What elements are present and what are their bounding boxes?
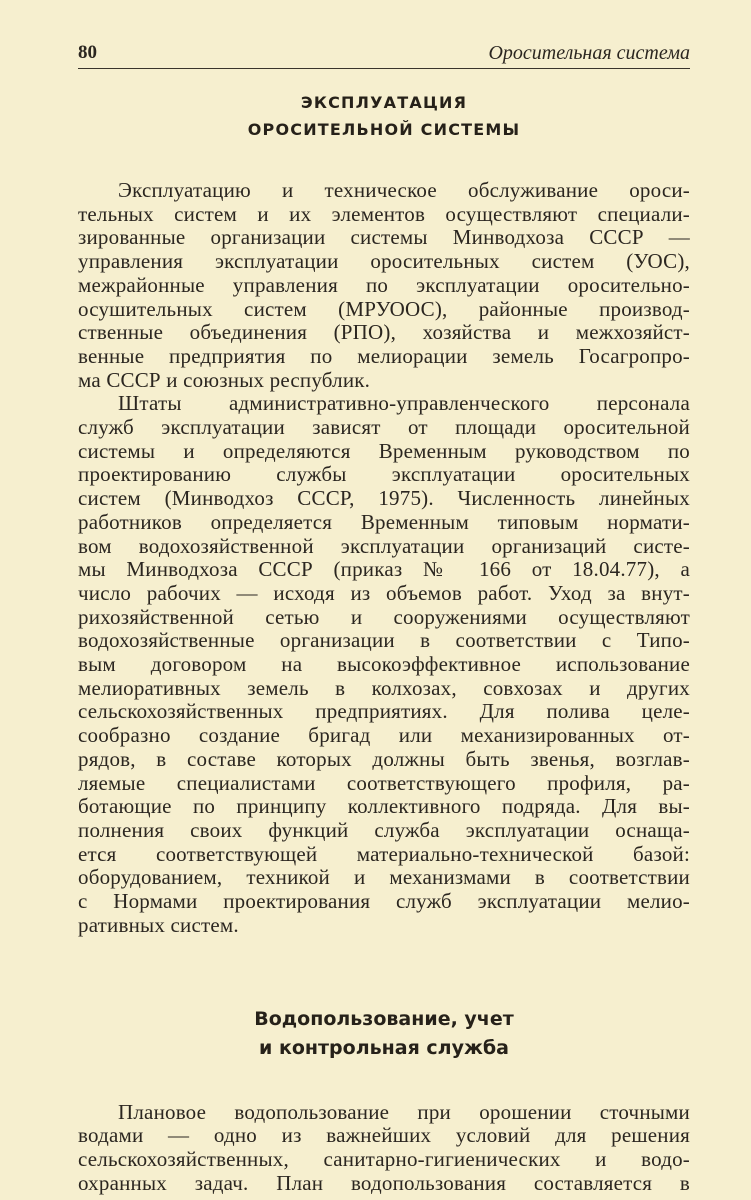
text-line: ется соответствующей материально-технической базой: [78, 841, 690, 866]
text-line: ма СССР и союзных республик. [78, 367, 371, 392]
text-line: полнения своих функций служба эксплуатации оснаща- [78, 817, 690, 842]
page-number: 80 [78, 42, 97, 63]
text-line: сообразно создание бригад или механизированных от- [78, 723, 690, 748]
book-page [78, 38, 690, 1195]
text-line: работников определяется Временным типовым нормати- [78, 509, 690, 534]
text-line: оборудованием, техникой и механизмами в соответствии [78, 865, 690, 890]
text-line: тельных систем и их элементов осуществляют специали- [78, 201, 690, 226]
text-line: рядов, в составе которых должны быть звенья, возглав- [78, 746, 690, 771]
text-line: Штаты административно-управленческого персонала [118, 391, 690, 416]
text-line: вом водохозяйственной эксплуатации организаций систе- [78, 533, 690, 558]
text-line: системы и определяются Временным руководством по [78, 438, 690, 463]
text-line: с Нормами проектирования служб эксплуатации мелио- [78, 889, 690, 914]
paragraph [78, 1101, 690, 1196]
text-line: систем (Минводхоз СССР, 1975). Численность линейных [78, 486, 690, 511]
text-line: мелиоративных земель в колхозах, совхозах и других [78, 675, 690, 700]
text-line: водами — одно из важнейших условий для решения [78, 1123, 690, 1148]
text-line: охранных задач. План водопользования составляется в [78, 1170, 690, 1195]
paragraph [78, 392, 690, 937]
text-line: мы Минводхоза СССР (приказ № 166 от 18.04.77), а [78, 557, 690, 582]
text-line: венные предприятия по мелиорации земель Госагропро- [78, 343, 690, 368]
text-line: осушительных систем (МРУООС), районные производ- [78, 296, 690, 321]
text-line: Эксплуатацию и техническое обслуживание ороси- [118, 178, 690, 202]
section-heading-water-use [78, 1005, 690, 1063]
text-line: ляемые специалистами соответствующего профиля, ра- [78, 770, 690, 795]
text-line: рихозяйственной сетью и сооружениями осуществляют [78, 604, 690, 629]
heading-line: Водопользование, учет [254, 1007, 514, 1030]
section-body-water-use [78, 1101, 690, 1196]
heading-line: ОРОСИТЕЛЬНОЙ СИСТЕМЫ [247, 120, 521, 139]
heading-line: ЭКСПЛУАТАЦИЯ [300, 93, 468, 112]
text-line: межрайонные управления по эксплуатации оросительно- [78, 272, 690, 297]
text-line: число рабочих — исходя из объемов работ. Уход за внут- [78, 580, 690, 605]
heading-line: и контрольная служба [259, 1036, 509, 1059]
section-body-exploitation [78, 179, 690, 938]
text-line: проектированию службы эксплуатации оросительных [78, 462, 690, 487]
text-line: служб эксплуатации зависят от площади оросительной [78, 415, 690, 440]
text-line: сельскохозяйственных, санитарно-гигиенических и водо- [78, 1146, 690, 1171]
text-line: вым договором на высокоэффективное использование [78, 652, 690, 677]
text-line: ративных систем. [78, 912, 239, 937]
text-line: управления эксплуатации оросительных систем (УОС), [78, 249, 690, 274]
text-line: сельскохозяйственных предприятиях. Для полива целе- [78, 699, 690, 724]
paragraph [78, 179, 690, 392]
text-line: ботающие по принципу коллективного подряда. Для вы- [78, 794, 690, 819]
text-line: водохозяйственные организации в соответствии с Типо- [78, 628, 690, 653]
running-title: Оросительная система [488, 42, 690, 64]
running-header [78, 38, 690, 69]
text-line: зированные организации системы Минводхоза СССР — [78, 225, 690, 250]
section-heading-exploitation [78, 89, 690, 143]
text-line: Плановое водопользование при орошении сточными [118, 1099, 690, 1124]
text-line: ственные объединения (РПО), хозяйства и межхозяйст- [78, 320, 690, 345]
